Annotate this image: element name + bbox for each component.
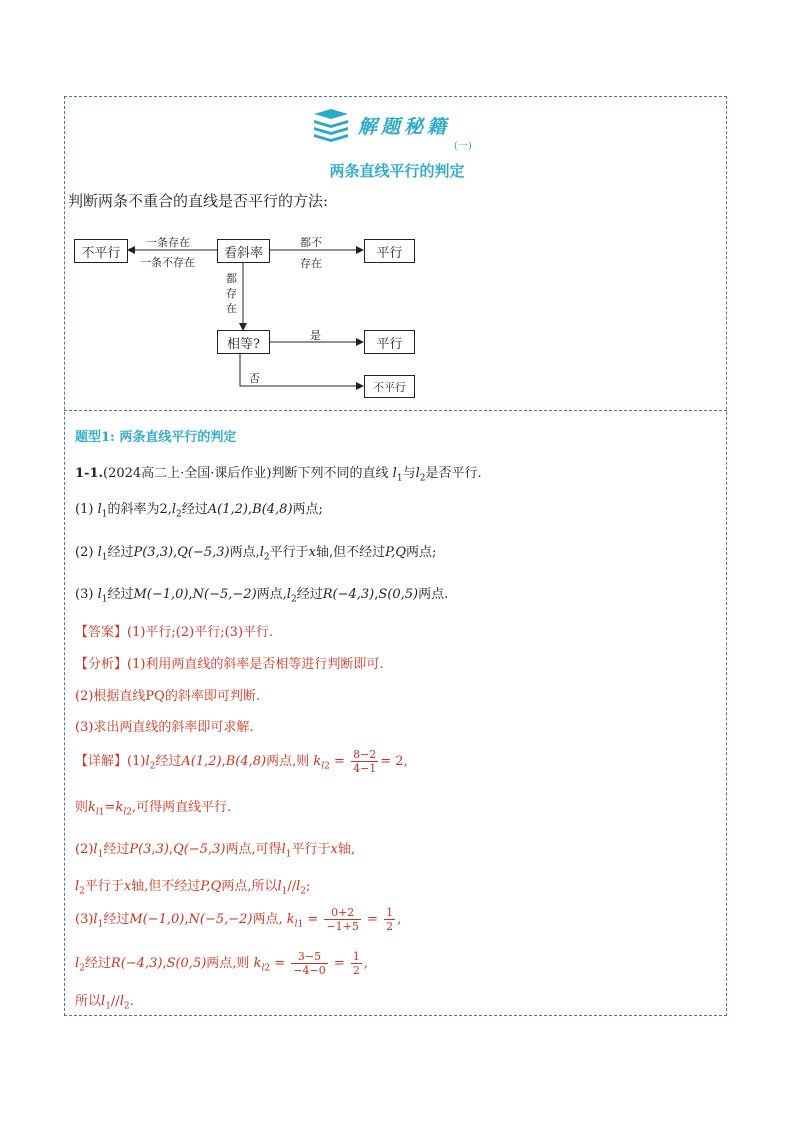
fraction-slope-l2: $\frac{3-5}{-4-0}$ [293,950,326,977]
label-both-exist-3: 在 [226,302,237,315]
label-one-exists: 一条存在 [146,236,190,249]
label-no: 否 [249,372,260,385]
stacked-books-icon [312,108,350,144]
fraction-slope-1: $\frac{8-2}{4-1}$ [353,748,377,775]
fraction-half-2: $\frac{1}{2}$ [352,950,360,977]
answer-line: 【答案】(1)平行;(2)平行;(3)平行. [75,625,274,640]
detail-line-4: $l_2$平行于x轴,但不经过P,Q两点,所以$l_1//l_2$; [75,879,311,897]
label-one-not-exists: 一条不存在 [140,256,195,269]
problem-item-1: (1) $l_1$的斜率为$2,l_2$经过A(1,2),B(4,8)两点; [75,502,323,520]
label-yes: 是 [310,329,321,342]
label-both-not-1: 都不 [300,236,322,249]
detail-line-2: 则$k_{l1}=k_{l2}$,可得两直线平行. [75,800,232,818]
detail-line-3: $(2)l_1$经过P(3,3),Q(−5,3)两点,可得$l_1$平行于x轴, [75,842,355,860]
analysis-line-2: (2)根据直线PQ的斜率即可判断. [75,689,260,704]
problem-type-title: 题型1: 两条直线平行的判定 [75,430,237,445]
problem-item-2: (2) $l_1$经过P(3,3),Q(−5,3)两点$,l_2$平行于x轴,但不经过P,Q两点; [75,545,437,563]
intro-text: 判断两条不重合的直线是否平行的方法: [68,192,329,210]
logo-subtitle: (一) [454,141,472,152]
problem-item-3: (3) $l_1$经过M(−1,0),N(−5,−2)两点$,l_2$经过R(−4,3),S(0,5)两点. [75,587,449,605]
label-both-exist-2: 存 [226,287,237,300]
flow-box-parallel-2: 平行 [364,330,415,354]
fraction-slope-l1: $\frac{0+2}{-1+5}$ [326,906,359,933]
analysis-line-3: (3)求出两直线的斜率即可求解. [75,720,254,735]
flow-box-parallel-1: 平行 [364,239,415,263]
flow-box-check-slope: 看斜率 [217,239,270,263]
detail-line-7: 所以$l_1//l_2$. [75,994,134,1012]
logo-text: 解题秘籍 [358,116,451,138]
detail-line-5: $(3)l_1$经过M(−1,0),N(−5,−2)两点, $k_{l1}$ = $\frac{0+2}{-1+5}$ = $\frac{1}{2}$ , [75,906,402,933]
section-divider [64,410,727,411]
problem-stem: 1-1.(2024高二上·全国·课后作业)判断下列不同的直线 $l_1$与$l_2$是否平行. [75,466,482,484]
label-both-not-2: 存在 [300,257,322,270]
detail-line-6: $l_2$经过R(−4,3),S(0,5)两点,则 $k_{l2}$ = $\frac{3-5}{-4-0}$ = $\frac{1}{2}$ , [75,950,369,977]
label-both-exist-1: 都 [226,272,237,285]
flow-box-equal: 相等? [217,330,270,354]
detail-line-1: 【详解】$(1)l_2$经过A(1,2),B(4,8)两点,则 $k_{l2}$ = $\frac{8-2}{4-1}$ = 2, [75,748,408,775]
section-title: 两条直线平行的判定 [329,162,465,180]
flow-box-not-parallel-2: 不平行 [364,375,415,398]
fraction-half-1: $\frac{1}{2}$ [386,906,394,933]
analysis-line-1: 【分析】(1)利用两直线的斜率是否相等进行判断即可. [75,657,384,672]
flow-box-not-parallel-1: 不平行 [74,239,128,263]
